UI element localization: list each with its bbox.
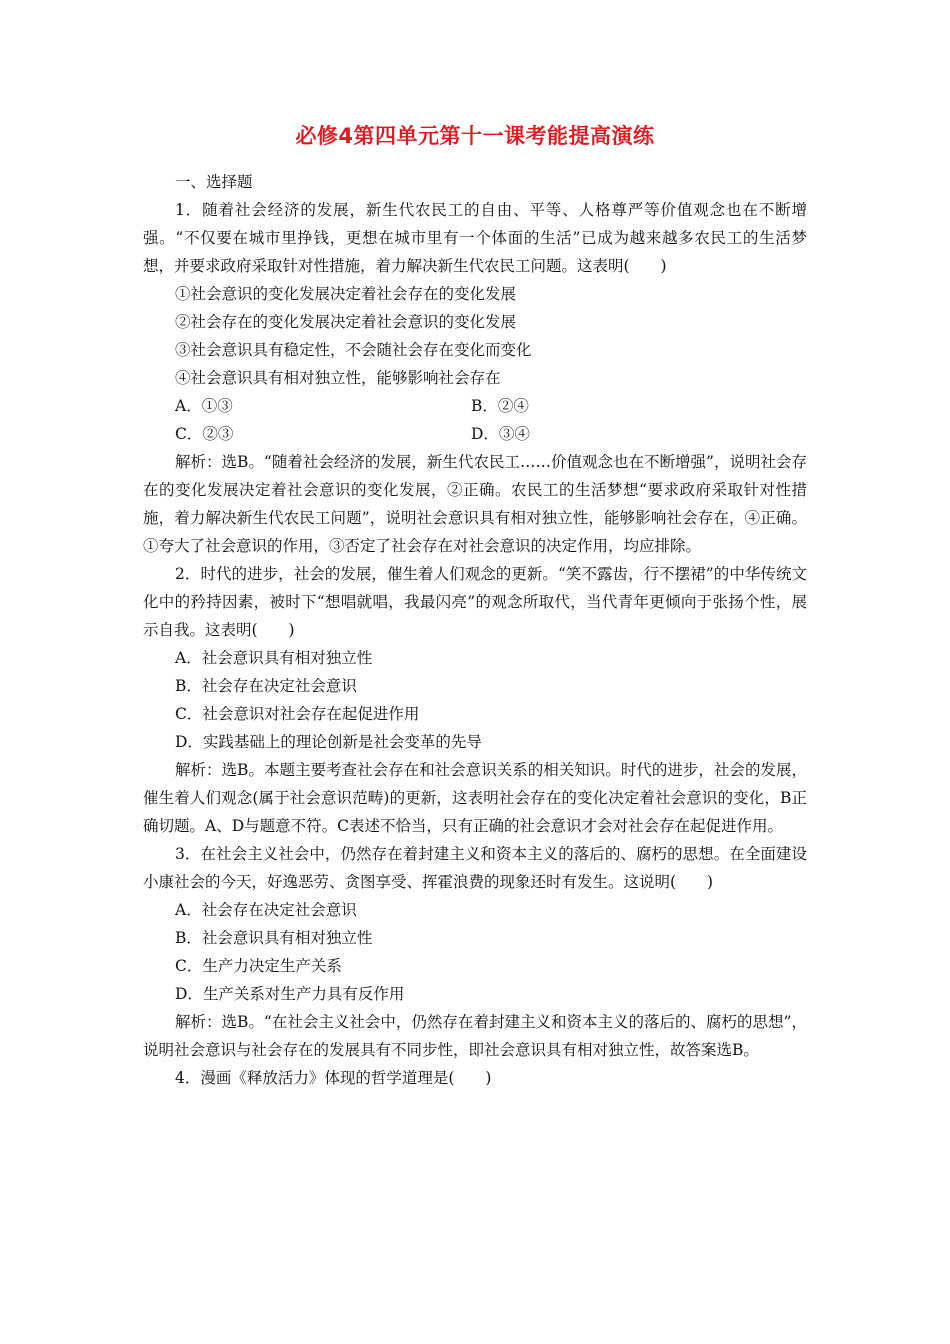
page-title: 必修4第四单元第十一课考能提高演练 bbox=[295, 124, 655, 148]
question-2-option-b: B．社会存在决定社会意识 bbox=[175, 677, 357, 695]
question-1-statement-4: ④社会意识具有相对独立性，能够影响社会存在 bbox=[175, 369, 501, 387]
question-1-option-b: B．②④ bbox=[471, 397, 529, 415]
question-2-stem: 2．时代的进步，社会的发展，催生着人们观念的更新。“笑不露齿，行不摆裙”的中华传统文化中的矜持因素，被时下“想唱就唱，我最闪亮”的观念所取代，当代青年更倾向于张扬个性，展示自我。这表明( ) bbox=[143, 565, 807, 639]
question-1-option-d: D．③④ bbox=[471, 425, 530, 443]
question-2-option-d: D．实践基础上的理论创新是社会变革的先导 bbox=[175, 733, 482, 751]
question-3-option-c: C．生产力决定生产关系 bbox=[175, 957, 342, 975]
question-2-option-a: A．社会意识具有相对独立性 bbox=[175, 649, 373, 667]
question-1-statement-3: ③社会意识具有稳定性，不会随社会存在变化而变化 bbox=[175, 341, 532, 359]
question-2-analysis: 解析：选B。本题主要考查社会存在和社会意识关系的相关知识。时代的进步，社会的发展，催生着人们观念(属于社会意识范畴)的更新，这表明社会存在的变化决定着社会意识的变化，B正确切题。A、D与题意不符。C表述不恰当，只有正确的社会意识才会对社会存在起促进作用。 bbox=[143, 761, 807, 835]
question-2-option-c: C．社会意识对社会存在起促进作用 bbox=[175, 705, 420, 723]
question-1-statement-1: ①社会意识的变化发展决定着社会存在的变化发展 bbox=[175, 285, 517, 303]
question-3-option-b: B．社会意识具有相对独立性 bbox=[175, 929, 373, 947]
question-3-analysis: 解析：选B。“在社会主义社会中，仍然存在着封建主义和资本主义的落后的、腐朽的思想”，说明社会意识与社会存在的发展具有不同步性，即社会意识具有相对独立性，故答案选B。 bbox=[143, 1013, 807, 1059]
question-1-option-a: A．①③ bbox=[175, 397, 233, 415]
document-body bbox=[143, 168, 807, 1092]
question-1-statement-2: ②社会存在的变化发展决定着社会意识的变化发展 bbox=[175, 313, 517, 331]
question-3-stem: 3．在社会主义社会中，仍然存在着封建主义和资本主义的落后的、腐朽的思想。在全面建设小康社会的今天，好逸恶劳、贪图享受、挥霍浪费的现象还时有发生。这说明( ) bbox=[143, 845, 807, 891]
question-3-option-d: D．生产关系对生产力具有反作用 bbox=[175, 985, 405, 1003]
question-1-stem: 1．随着社会经济的发展，新生代农民工的自由、平等、人格尊严等价值观念也在不断增强。“不仅要在城市里挣钱，更想在城市里有一个体面的生活”已成为越来越多农民工的生活梦想，并要求政府采取针对性措施，着力解决新生代农民工问题。这表明( ) bbox=[143, 201, 807, 275]
question-1-analysis: 解析：选B。“随着社会经济的发展，新生代农民工……价值观念也在不断增强”，说明社会存在的变化发展决定着社会意识的变化发展，②正确。农民工的生活梦想“要求政府采取针对性措施，着力解决新生代农民工问题”，说明社会意识具有相对独立性，能够影响社会存在，④正确。①夸大了社会意识的作用，③否定了社会存在对社会意识的决定作用，均应排除。 bbox=[143, 453, 807, 555]
question-1-option-c: C．②③ bbox=[175, 425, 234, 443]
question-4-stem: 4．漫画《释放活力》体现的哲学道理是( ) bbox=[175, 1069, 492, 1087]
question-1-options-row-2 bbox=[143, 420, 807, 448]
question-1-options-row-1 bbox=[143, 392, 807, 420]
question-3-option-a: A．社会存在决定社会意识 bbox=[175, 901, 357, 919]
section-heading: 一、选择题 bbox=[175, 173, 253, 191]
